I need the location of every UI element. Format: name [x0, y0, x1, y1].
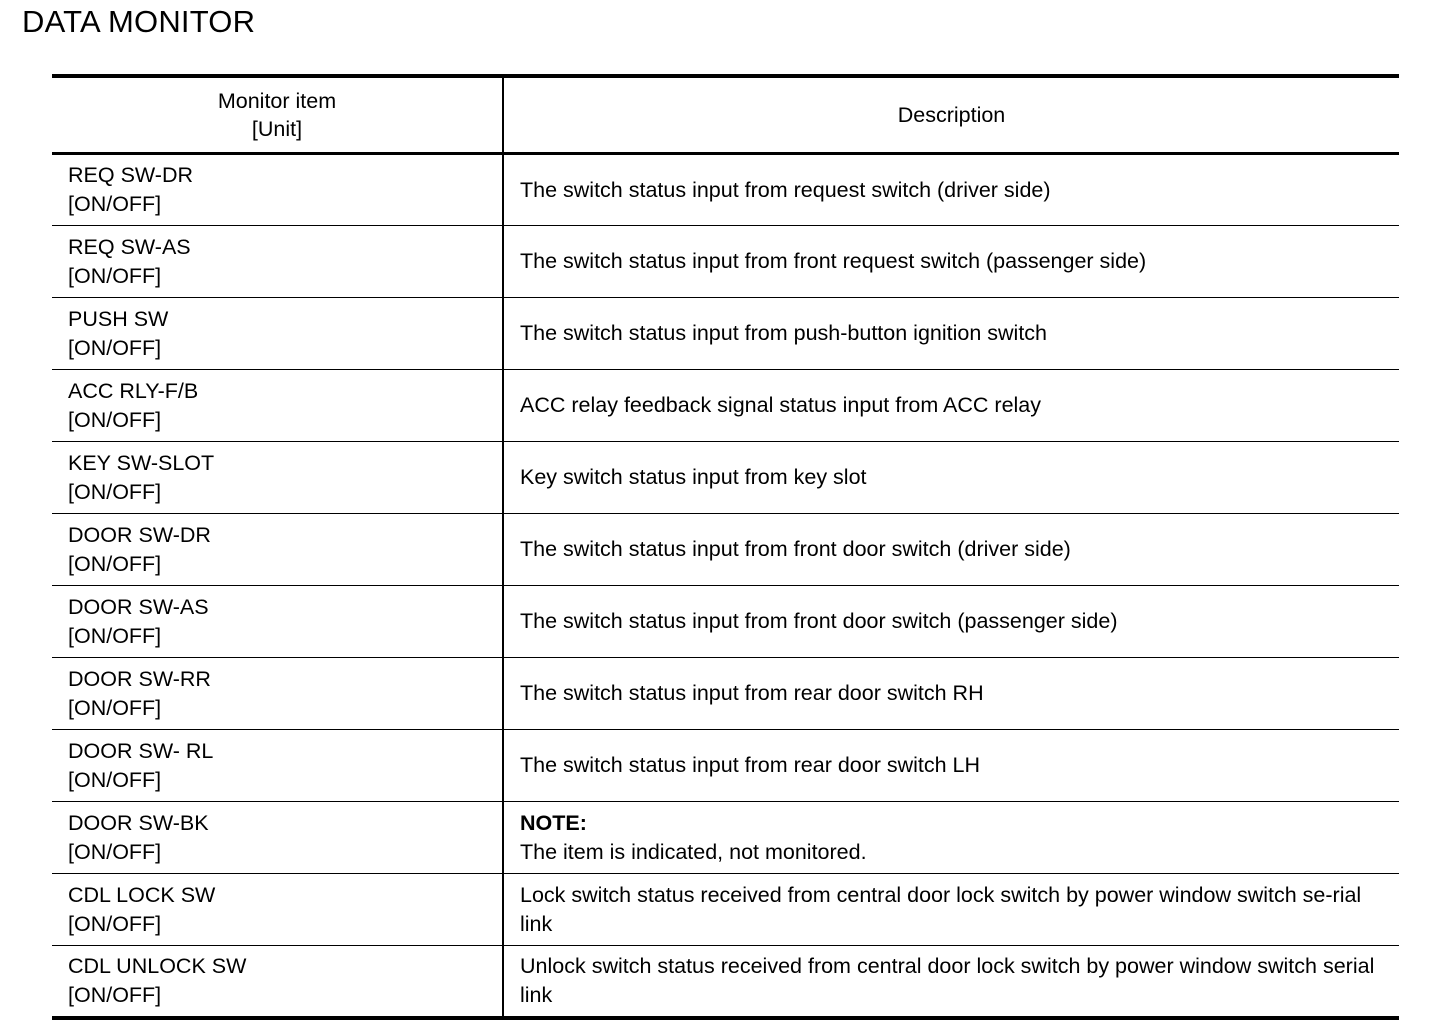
monitor-item-unit: [ON/OFF] [68, 911, 162, 936]
monitor-item-cell [52, 802, 503, 874]
table-row [52, 514, 1399, 586]
description-cell [503, 586, 1399, 658]
description-text: The item is indicated, not monitored. [520, 839, 867, 864]
monitor-item-cell [52, 514, 503, 586]
monitor-item-unit: [ON/OFF] [68, 982, 162, 1007]
data-monitor-table-container [52, 74, 1399, 1020]
monitor-item-unit: [ON/OFF] [68, 335, 162, 360]
monitor-item-name: DOOR SW-DR [68, 522, 211, 547]
description-cell [503, 442, 1399, 514]
monitor-item-cell [52, 226, 503, 298]
monitor-item-unit: [ON/OFF] [68, 551, 162, 576]
data-monitor-table [52, 74, 1399, 1020]
table-row [52, 298, 1399, 370]
table-row [52, 442, 1399, 514]
monitor-item-name: PUSH SW [68, 306, 169, 331]
monitor-item-unit: [ON/OFF] [68, 479, 162, 504]
monitor-item-cell [52, 586, 503, 658]
monitor-item-cell [52, 874, 503, 946]
description-cell [503, 658, 1399, 730]
monitor-item-name: CDL UNLOCK SW [68, 953, 247, 978]
monitor-item-unit: [ON/OFF] [68, 839, 162, 864]
monitor-item-unit: [ON/OFF] [68, 623, 162, 648]
description-text: The switch status input from front door switch (passenger side) [520, 609, 1118, 633]
description-cell [503, 802, 1399, 874]
header-description: Description [503, 76, 1399, 154]
description-cell [503, 226, 1399, 298]
monitor-item-name: DOOR SW-RR [68, 666, 211, 691]
monitor-item-cell [52, 946, 503, 1018]
monitor-item-name: CDL LOCK SW [68, 882, 216, 907]
description-cell [503, 298, 1399, 370]
monitor-item-cell [52, 658, 503, 730]
table-row [52, 154, 1399, 226]
monitor-item-unit: [ON/OFF] [68, 263, 162, 288]
table-header-row [52, 76, 1399, 154]
description-cell [503, 874, 1399, 946]
table-row [52, 226, 1399, 298]
table-row [52, 730, 1399, 802]
monitor-item-name: KEY SW-SLOT [68, 450, 215, 475]
description-cell [503, 514, 1399, 586]
description-text: Lock switch status received from central door lock switch by power window switch se-rial link [520, 882, 1362, 936]
table-row [52, 370, 1399, 442]
description-text: ACC relay feedback signal status input from ACC relay [520, 393, 1042, 417]
description-text: Key switch status input from key slot [520, 465, 867, 489]
monitor-item-name: DOOR SW-BK [68, 810, 209, 835]
monitor-item-unit: [ON/OFF] [68, 407, 162, 432]
table-row [52, 658, 1399, 730]
description-cell [503, 730, 1399, 802]
note-label: NOTE: [520, 810, 587, 835]
monitor-item-cell [52, 730, 503, 802]
page-title: DATA MONITOR [22, 4, 256, 39]
monitor-item-cell [52, 298, 503, 370]
description-text: Unlock switch status received from central door lock switch by power window switch serial link [520, 953, 1375, 1007]
table-row [52, 586, 1399, 658]
table-row [52, 946, 1399, 1018]
monitor-item-name: ACC RLY-F/B [68, 378, 199, 403]
description-text: The switch status input from front door switch (driver side) [520, 537, 1071, 561]
description-text: The switch status input from front request switch (passenger side) [520, 249, 1147, 273]
header-unit-label: [Unit] [251, 117, 303, 141]
monitor-item-name: DOOR SW- RL [68, 738, 214, 763]
monitor-item-unit: [ON/OFF] [68, 767, 162, 792]
description-cell [503, 370, 1399, 442]
header-monitor-item-label: Monitor item [217, 89, 337, 113]
monitor-item-name: REQ SW-AS [68, 234, 191, 259]
header-monitor-item [52, 76, 503, 154]
description-cell [503, 154, 1399, 226]
monitor-item-cell [52, 442, 503, 514]
table-row [52, 874, 1399, 946]
monitor-item-cell [52, 370, 503, 442]
description-text: The switch status input from push-button ignition switch [520, 321, 1048, 345]
description-text: The switch status input from rear door switch RH [520, 681, 984, 705]
monitor-item-unit: [ON/OFF] [68, 192, 162, 216]
monitor-item-name: DOOR SW-AS [68, 594, 209, 619]
description-text: The switch status input from request switch (driver side) [520, 177, 1051, 202]
description-text: The switch status input from rear door switch LH [520, 753, 981, 777]
description-cell [503, 946, 1399, 1018]
table-row [52, 802, 1399, 874]
monitor-item-cell [52, 154, 503, 226]
monitor-item-unit: [ON/OFF] [68, 695, 162, 720]
monitor-item-name: REQ SW-DR [68, 163, 194, 187]
